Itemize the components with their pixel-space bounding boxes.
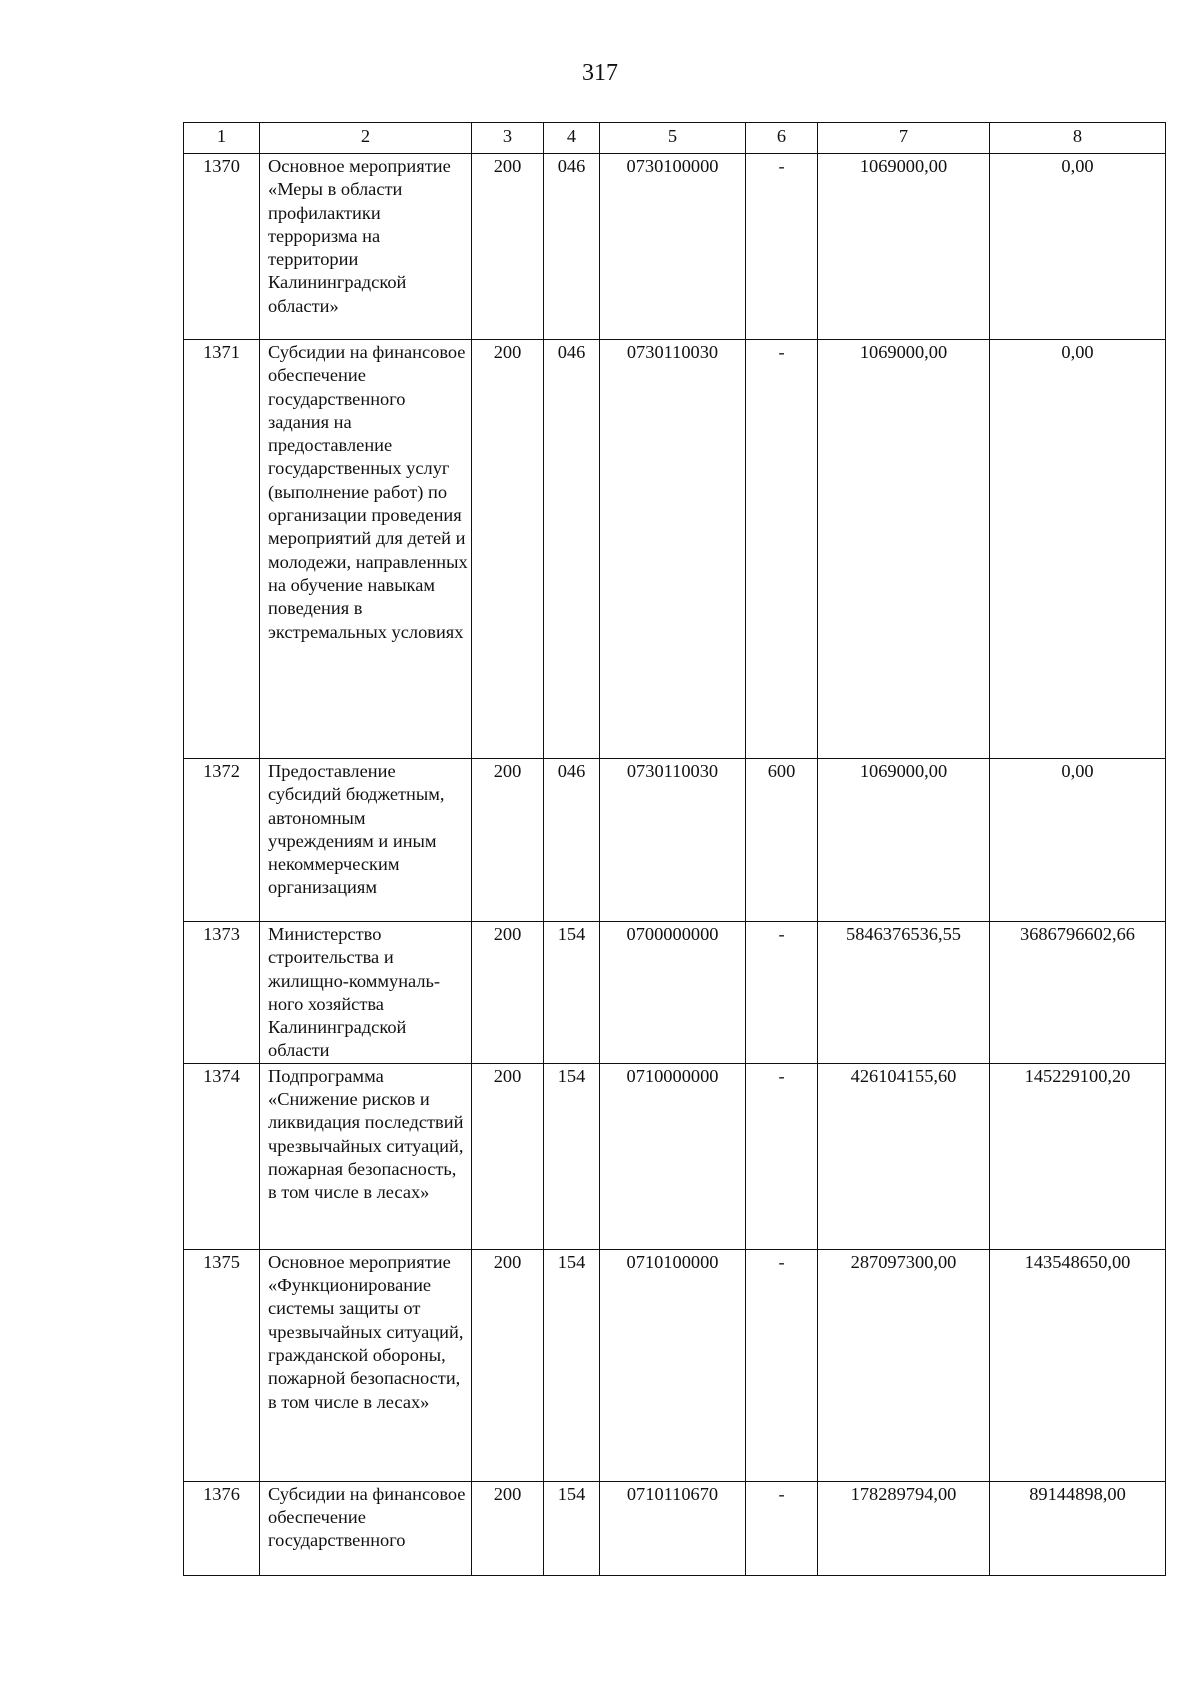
item-name: Предоставление субсидий бюджетным, автономным учреждениям и иным некоммерческим организациям [260,759,472,922]
table-row [184,1063,1166,1249]
row-number: 1374 [184,1063,260,1249]
code-cell: 046 [544,759,600,922]
code-cell: 600 [746,759,818,922]
amount-cell: 1069000,00 [818,340,990,759]
code-cell: 046 [544,340,600,759]
amount-cell: 3686796602,66 [990,922,1166,1064]
amount-cell: 0,00 [990,154,1166,340]
code-cell: 154 [544,1481,600,1575]
code-cell: - [746,340,818,759]
amount-cell: 1069000,00 [818,759,990,922]
item-name: Подпрограмма «Снижение рисков и ликвидация последствий чрезвычайных ситуаций, пожарная безопасность, в том числе в лесах» [260,1063,472,1249]
code-cell: 200 [472,1249,544,1481]
row-number: 1376 [184,1481,260,1575]
code-cell: 154 [544,1249,600,1481]
code-cell: - [746,154,818,340]
code-cell: 0730100000 [600,154,746,340]
amount-cell: 287097300,00 [818,1249,990,1481]
amount-cell: 143548650,00 [990,1249,1166,1481]
amount-cell: 145229100,20 [990,1063,1166,1249]
item-name: Министерство строительства и жилищно-коммуналь-ного хозяйства Калининградской области [260,922,472,1064]
table-row [184,759,1166,922]
amount-cell: 178289794,00 [818,1481,990,1575]
page-number: 317 [582,60,618,86]
amount-cell: 0,00 [990,759,1166,922]
code-cell: 154 [544,922,600,1064]
code-cell: 200 [472,922,544,1064]
row-number: 1375 [184,1249,260,1481]
code-cell: - [746,1063,818,1249]
table-row [184,154,1166,340]
table-header-row [184,123,1166,154]
code-cell: 046 [544,154,600,340]
row-number: 1373 [184,922,260,1064]
code-cell: 0700000000 [600,922,746,1064]
code-cell: 0710000000 [600,1063,746,1249]
column-header: 1 [184,123,260,154]
item-name: Основное мероприятие «Функционирование системы защиты от чрезвычайных ситуаций, гражданской обороны, пожарной безопасности, в том числе в лесах» [260,1249,472,1481]
column-header: 3 [472,123,544,154]
code-cell: 0710110670 [600,1481,746,1575]
code-cell: 154 [544,1063,600,1249]
column-header: 7 [818,123,990,154]
column-header: 4 [544,123,600,154]
code-cell: 0730110030 [600,759,746,922]
item-name: Субсидии на финансовое обеспечение государственного задания на предоставление государственных услуг (выполнение работ) по организации проведения мероприятий для детей и молодежи, направленных на обучение навыкам поведения в экстремальных условиях [260,340,472,759]
column-header: 6 [746,123,818,154]
row-number: 1372 [184,759,260,922]
table-row [184,340,1166,759]
column-header: 5 [600,123,746,154]
code-cell: 200 [472,154,544,340]
code-cell: - [746,1249,818,1481]
amount-cell: 0,00 [990,340,1166,759]
item-name: Субсидии на финансовое обеспечение государственного [260,1481,472,1575]
amount-cell: 1069000,00 [818,154,990,340]
item-name: Основное мероприятие «Меры в области профилактики терроризма на территории Калининградской области» [260,154,472,340]
code-cell: 0730110030 [600,340,746,759]
table-row [184,922,1166,1064]
table-row [184,1481,1166,1575]
amount-cell: 426104155,60 [818,1063,990,1249]
amount-cell: 5846376536,55 [818,922,990,1064]
table-row [184,1249,1166,1481]
code-cell: 0710100000 [600,1249,746,1481]
code-cell: 200 [472,340,544,759]
code-cell: - [746,922,818,1064]
amount-cell: 89144898,00 [990,1481,1166,1575]
budget-table [183,122,1166,1576]
column-header: 8 [990,123,1166,154]
code-cell: 200 [472,1063,544,1249]
code-cell: 200 [472,1481,544,1575]
column-header: 2 [260,123,472,154]
code-cell: 200 [472,759,544,922]
row-number: 1371 [184,340,260,759]
row-number: 1370 [184,154,260,340]
code-cell: - [746,1481,818,1575]
